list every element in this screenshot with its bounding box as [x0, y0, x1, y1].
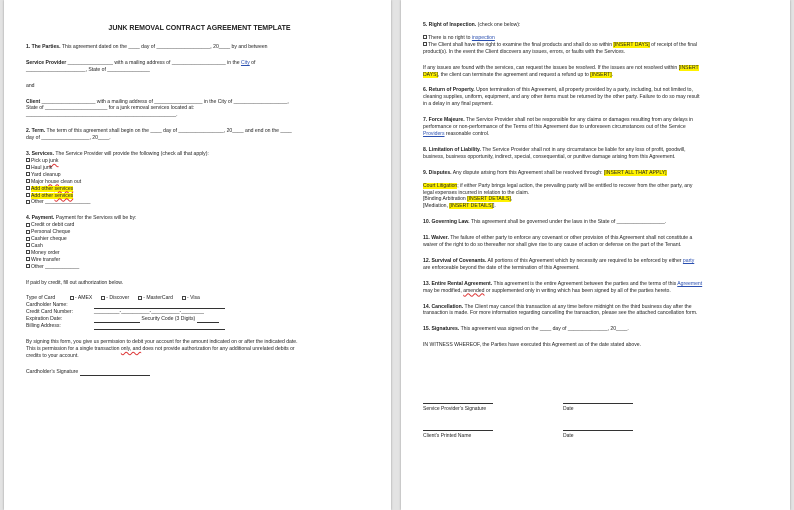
- checkbox[interactable]: [423, 42, 427, 46]
- checkbox[interactable]: [26, 243, 30, 247]
- service-option[interactable]: Other ________________: [26, 199, 373, 206]
- section-inspection: 5. Right of Inspection. (check one below):: [423, 22, 521, 28]
- authorization-text: By signing this form, you give us permission to debit your account for the amount indicated on or after the indicated date.: [26, 339, 298, 345]
- checkbox[interactable]: [26, 250, 30, 254]
- document-page-right: [401, 0, 790, 510]
- section-liability: 8. Limitation of Liability. The Service Provider shall not in any circumstance be liable for any loss of profit, goodwill,: [423, 146, 686, 153]
- and-text: and: [26, 82, 35, 89]
- checkbox[interactable]: [26, 237, 30, 241]
- checkbox[interactable]: [26, 200, 30, 204]
- disputes-text: Court Litigation; if either Party brings legal action, the prevailing party will be entitled to recover from the other party, any: [423, 182, 693, 189]
- disputes-text: legal expenses incurred in relation to the claim.: [423, 189, 530, 196]
- section-payment: 4. Payment. Payment for the Services will be by:: [26, 215, 137, 222]
- checkbox[interactable]: [26, 165, 30, 169]
- section-cancellation: 14. Cancellation. The Client may cancel this transaction at any time before midnight on the third business day after the: [423, 303, 692, 310]
- checkbox[interactable]: [423, 35, 427, 39]
- section-term: 2. Term. The term of this agreement shall begin on the ____ day of ________________, 20____ and end on the ____: [26, 128, 292, 135]
- witness-text: IN WITNESS WHEREOF, the Parties have executed this Agreement as of the date stated above.: [423, 342, 642, 349]
- client-state-line: State of ______________________ for a junk removal services located at:: [26, 105, 195, 112]
- section-disputes: 9. Disputes. Any dispute arising from this Agreement shall be resolved through: [INSERT ALL THAT APPLY]: [423, 169, 667, 176]
- date-field[interactable]: Date: [563, 403, 633, 412]
- billing-address-row[interactable]: Billing Address:: [26, 323, 373, 330]
- location-line: _____________________________________________________.: [26, 112, 178, 119]
- inspection-option[interactable]: The Client shall have the right to examine the final products and shall do so within [INSERT DAYS] of receipt of the final: [423, 42, 770, 49]
- entire-text: may be modified, amended or supplemented only in writing which has been signed by all of the parties hereto.: [423, 287, 671, 294]
- page-content: [423, 22, 770, 349]
- authorization-text: This is permission for a single transaction only, and does not provide authorization for any additional unrelated debits or: [26, 345, 295, 352]
- checkbox[interactable]: [138, 296, 142, 300]
- service-provider-line: Service Provider ________________ with a mailing address of ___________________ in the City of: [26, 59, 256, 66]
- card-number-row[interactable]: Credit Card Number: _________-__________-__________-________: [26, 309, 204, 316]
- service-option[interactable]: Major house clean out: [26, 179, 373, 186]
- section-return-property: 6. Return of Property. Upon termination of this Agreement, all property provided by a party, including, but not limited to,: [423, 87, 693, 94]
- cancellation-text: transaction is made. For more information regarding cancelling the transaction, please see the attached cancellation form.: [423, 310, 698, 317]
- checkbox[interactable]: [26, 179, 30, 183]
- waiver-text: waiver of the right to do so thereafter nor shall give rise to any cause of action or defense on the part of the Tenant.: [423, 242, 682, 249]
- service-option[interactable]: Yard cleanup: [26, 172, 373, 179]
- checkbox[interactable]: [26, 186, 30, 190]
- return-text: cleaning supplies, uniform, equipment, and any other items must be returned by the other party. Failure to do so may result: [423, 94, 700, 101]
- checkbox[interactable]: [26, 257, 30, 261]
- service-option[interactable]: Add other services: [26, 193, 373, 200]
- section-services: 3. Services. The Service Provider will provide the following (check all that apply):: [26, 151, 209, 158]
- checkbox[interactable]: [26, 193, 30, 197]
- section-signatures: 15. Signatures. This agreement was signed on the ____ day of ______________, 20____.: [423, 326, 629, 333]
- checkbox[interactable]: [26, 158, 30, 162]
- checkbox[interactable]: [26, 264, 30, 268]
- cardholder-signature-row[interactable]: Cardholder’s Signature: [26, 369, 373, 376]
- payment-option[interactable]: Other ____________: [26, 264, 373, 271]
- payment-option[interactable]: Cashier cheque: [26, 236, 373, 243]
- date-field[interactable]: Date: [563, 430, 633, 439]
- document-title: JUNK REMOVAL CONTRACT AGREEMENT TEMPLATE: [108, 25, 291, 32]
- force-text: performance or non-performance of the Terms of this Agreement due to unforeseen circumstances out of the Service: [423, 124, 686, 131]
- return-text: in a delay in any final payment.: [423, 101, 493, 108]
- authorization-text: credits to your account.: [26, 352, 79, 359]
- liability-text: business, business opportunity, indirect, special, consequential, or punitive damage arising from this Agreement.: [423, 153, 676, 160]
- section-survival: 12. Survival of Covenants. All portions of this Agreement which by necessity are required to be enforced by either party: [423, 257, 695, 264]
- inspection-option[interactable]: There is no right to inspection: [423, 35, 770, 42]
- document-page-left: [4, 0, 391, 510]
- checkbox[interactable]: [26, 172, 30, 176]
- client-printed-name[interactable]: Client’s Printed Name: [423, 430, 493, 439]
- checkbox[interactable]: [101, 296, 105, 300]
- payment-option[interactable]: Cash: [26, 243, 373, 250]
- section-entire-agreement: 13. Entire Rental Agreement. This agreement is the entire Agreement between the parties and the terms of this Agreement: [423, 280, 703, 287]
- card-type-row: Type of Card - AMEX - Discover - MasterCard - Visa: [26, 295, 200, 302]
- force-text: Providers reasonable control.: [423, 130, 490, 137]
- section-waiver: 11. Waiver. The failure of either party to enforce any covenant or other provision of this Agreement shall not constitute a: [423, 235, 693, 242]
- service-option[interactable]: Haul junk: [26, 165, 373, 172]
- disputes-text: [Binding Arbitration [INSERT DETAILS],: [423, 196, 513, 203]
- checkbox[interactable]: [26, 223, 30, 227]
- payment-option[interactable]: Credit or debit card: [26, 222, 373, 229]
- state-line: _____________________, State of _______________: [26, 66, 150, 73]
- service-provider-signature[interactable]: Service Provider’s Signature: [423, 403, 493, 412]
- inspection-text: product(s). In the event the Client discovers any issues, errors, or faults with the Services.: [423, 48, 626, 55]
- service-option[interactable]: Add other services: [26, 186, 373, 193]
- section-parties: 1. The Parties. This agreement dated on the ____ day of ___________________, 20____ by and between: [26, 43, 268, 50]
- payment-option[interactable]: Money order: [26, 250, 373, 257]
- inspection-text: If any issues are found with the services, can request the issues be resolved. If the issues are not resolved within [INSERT: [423, 64, 699, 71]
- term-end-line: day of _________________, 20____.: [26, 135, 111, 142]
- checkbox[interactable]: [70, 296, 74, 300]
- survival-text: are enforceable beyond the date of the termination of this Agreement.: [423, 264, 580, 271]
- checkbox[interactable]: [182, 296, 186, 300]
- client-line: Client ___________________ with a mailing address of _________________ in the City of ___________________,: [26, 98, 289, 105]
- service-option[interactable]: Pick up junk: [26, 158, 373, 165]
- payment-option[interactable]: Personal Cheque: [26, 229, 373, 236]
- disputes-text: [Mediation, [INSERT DETAILS]].: [423, 203, 496, 210]
- page-content: [26, 26, 373, 376]
- checkbox[interactable]: [26, 230, 30, 234]
- cardholder-name-row[interactable]: Cardholder Name:: [26, 302, 373, 309]
- inspection-text: DAYS], the client can terminate the agreement and request a refund up to [INSERT].: [423, 71, 614, 78]
- credit-note: If paid by credit, fill out authorization below.: [26, 279, 124, 286]
- section-force-majeure: 7. Force Majeure. The Service Provider shall not be responsible for any claims or damages resulting from any delays in: [423, 117, 694, 124]
- section-governing-law: 10. Governing Law. This agreement shall be governed under the laws in the State of _________________.: [423, 219, 667, 226]
- expiration-row[interactable]: Expiration Date: Security Code (3 Digits): [26, 316, 373, 323]
- payment-option[interactable]: Wire transfer: [26, 257, 373, 264]
